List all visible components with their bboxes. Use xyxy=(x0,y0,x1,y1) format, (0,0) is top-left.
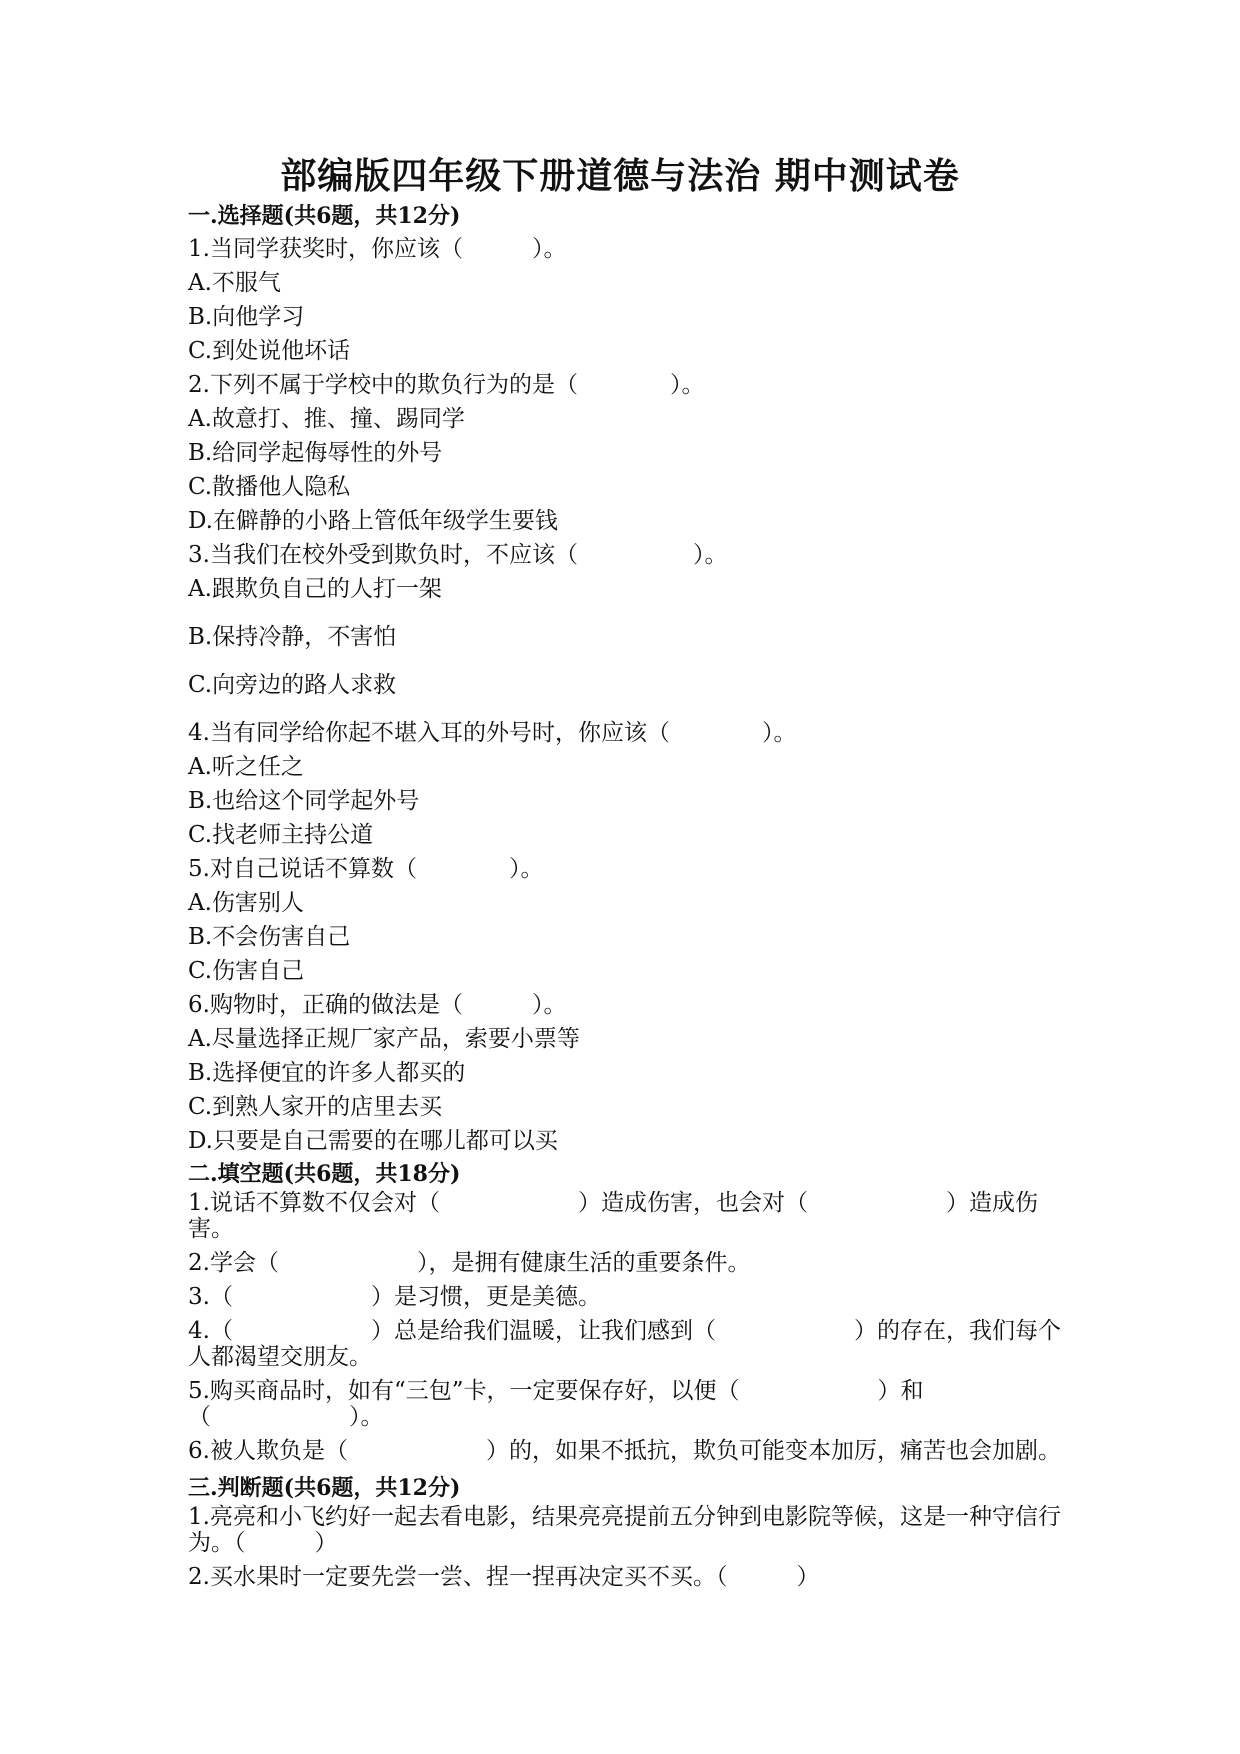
section-true-false xyxy=(188,1472,1068,1590)
question-stem: 3.（ ）是习惯，更是美德。 xyxy=(188,1284,601,1310)
option: A.听之任之 xyxy=(188,754,304,780)
question-stem: 3.当我们在校外受到欺负时，不应该（ ）。 xyxy=(188,542,728,568)
question-stem: 4.当有同学给你起不堪入耳的外号时，你应该（ ）。 xyxy=(188,720,797,746)
question-stem: 5.购买商品时，如有“三包”卡，一定要保存好，以便（ ）和（ ）。 xyxy=(188,1378,924,1430)
option: B.向他学习 xyxy=(188,304,305,330)
option: C.伤害自己 xyxy=(188,958,305,984)
exam-content xyxy=(188,200,1068,1598)
option: C.找老师主持公道 xyxy=(188,822,374,848)
section-multiple-choice xyxy=(188,200,1068,1158)
option: A.尽量选择正规厂家产品，索要小票等 xyxy=(188,1026,580,1052)
option: B.也给这个同学起外号 xyxy=(188,788,420,814)
question-stem: 6.购物时，正确的做法是（ ）。 xyxy=(188,992,567,1018)
option: D.在僻静的小路上管低年级学生要钱 xyxy=(188,508,558,534)
question-stem: 4.（ ）总是给我们温暖，让我们感到（ ）的存在，我们每个人都渴望交朋友。 xyxy=(188,1318,1061,1370)
option: C.散播他人隐私 xyxy=(188,474,351,500)
option: C.到熟人家开的店里去买 xyxy=(188,1094,443,1120)
question-stem: 2.买水果时一定要先尝一尝、捏一捏再决定买不买。（ ） xyxy=(188,1564,820,1590)
section-heading: 二.填空题(共6题，共18分) xyxy=(188,1161,461,1187)
question-stem: 1.说话不算数不仅会对（ ）造成伤害，也会对（ ）造成伤害。 xyxy=(188,1190,1038,1242)
option: B.给同学起侮辱性的外号 xyxy=(188,440,443,466)
option: A.不服气 xyxy=(188,270,281,296)
question-stem: 1.亮亮和小飞约好一起去看电影，结果亮亮提前五分钟到电影院等候，这是一种守信行为。（ ） xyxy=(188,1504,1061,1556)
section-heading: 一.选择题(共6题，共12分) xyxy=(188,203,461,229)
option: A.伤害别人 xyxy=(188,890,304,916)
section-fill-in-blank xyxy=(188,1158,1068,1464)
option: A.故意打、推、撞、踢同学 xyxy=(188,406,465,432)
question-stem: 6.被人欺负是（ ）的，如果不抵抗，欺负可能变本加厉，痛苦也会加剧。 xyxy=(188,1438,1061,1464)
option: D.只要是自己需要的在哪儿都可以买 xyxy=(188,1128,558,1154)
option: C.到处说他坏话 xyxy=(188,338,351,364)
section-heading: 三.判断题(共6题，共12分) xyxy=(188,1475,461,1501)
option: A.跟欺负自己的人打一架 xyxy=(188,576,442,602)
question-stem: 1.当同学获奖时，你应该（ ）。 xyxy=(188,236,567,262)
option: B.保持冷静，不害怕 xyxy=(188,624,397,650)
question-stem: 2.学会（ ），是拥有健康生活的重要条件。 xyxy=(188,1250,751,1276)
option: B.不会伤害自己 xyxy=(188,924,351,950)
question-stem: 2.下列不属于学校中的欺负行为的是（ ）。 xyxy=(188,372,705,398)
page-title: 部编版四年级下册道德与法治 期中测试卷 xyxy=(280,155,960,197)
question-stem: 5.对自己说话不算数（ ）。 xyxy=(188,856,544,882)
option: C.向旁边的路人求救 xyxy=(188,672,397,698)
option: B.选择便宜的许多人都买的 xyxy=(188,1060,466,1086)
